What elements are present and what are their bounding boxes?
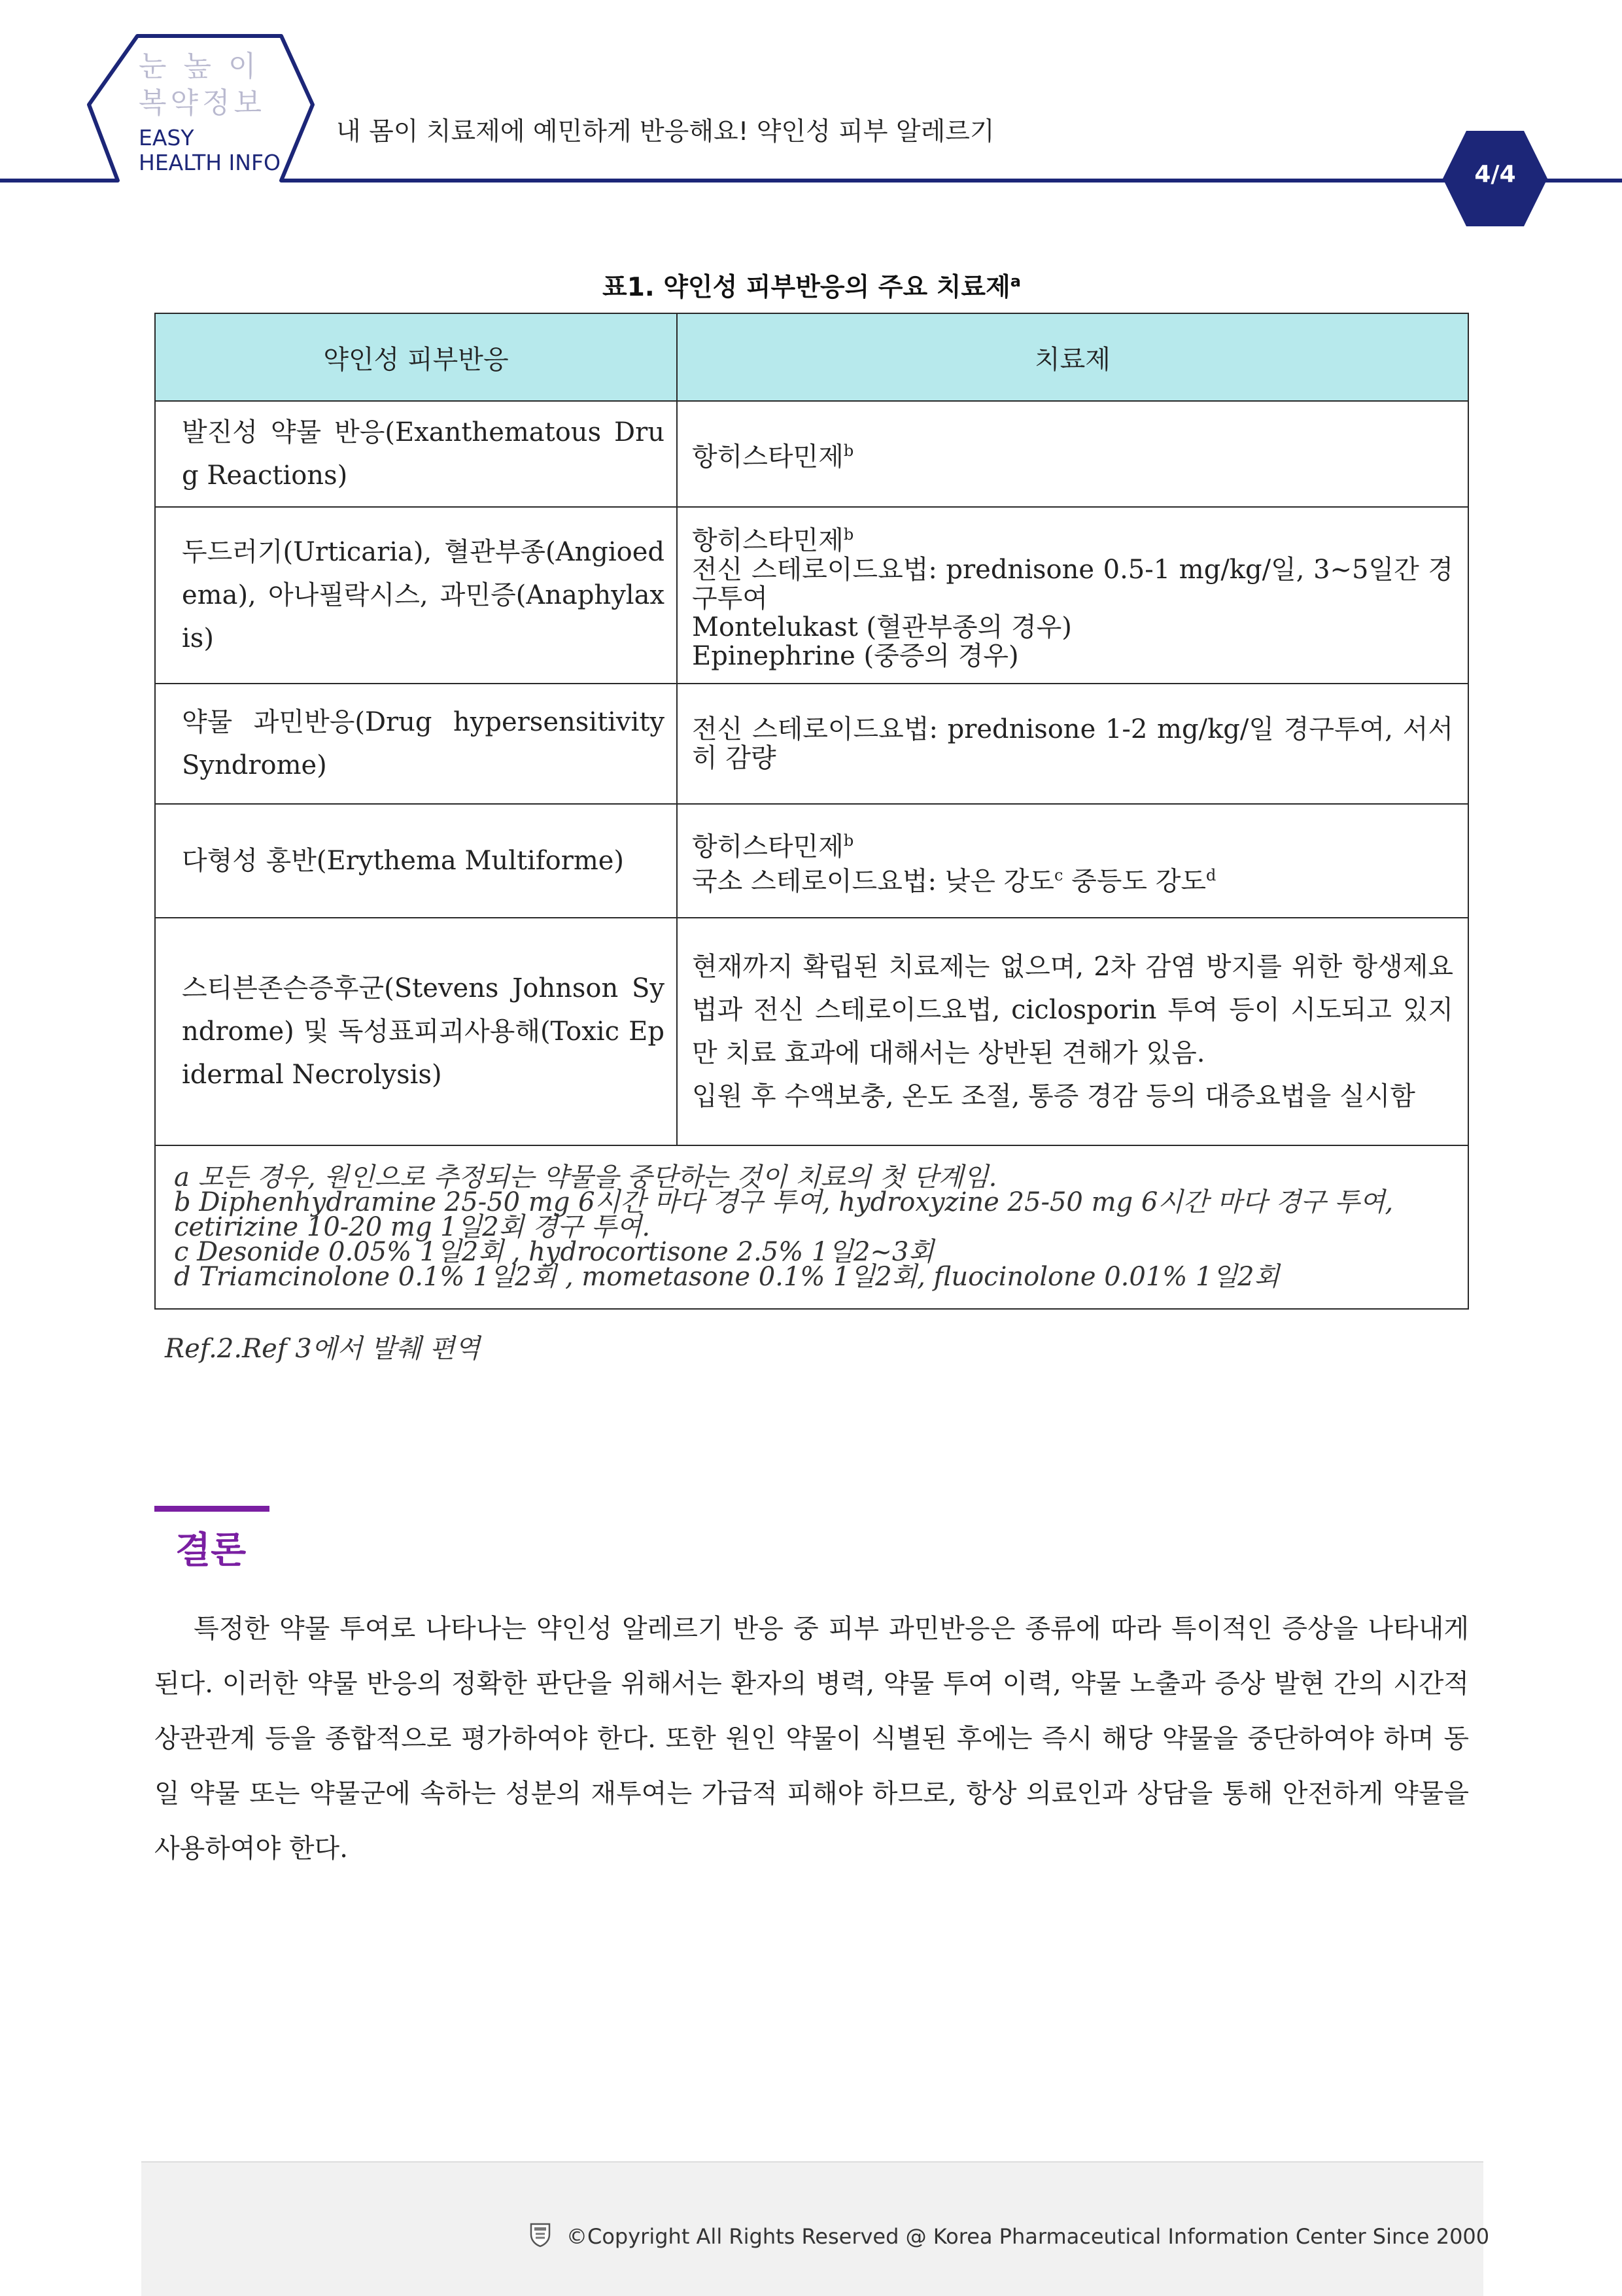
footnote-mark: b [843, 831, 854, 850]
table-row [155, 918, 1468, 1145]
footnote-mark: c [1054, 866, 1063, 884]
treatment-line: Epinephrine (중증의 경우) [692, 640, 1019, 671]
footnote-mark: b [843, 442, 854, 461]
conclusion-body: 특정한 약물 투여로 나타나는 약인성 알레르기 반응 중 피부 과민반응은 종류에 따라 특이적인 증상을 나타내게 된다. 이러한 약물 반응의 정확한 판단을 위해서는 환자의 병력, 약물 투여 이력, 약물 노출과 증상 발현 간의 시간적 상관관계 등을 종합적으로 평가하여야 한다. 또한 원인 약물이 식별된 후에는 즉시 해당 약물을 중단하여야 하며 동일 약물 또는 약물군에 속하는 성분의 재투여는 가급적 피해야 하므로, 항상 의료인과 상담을 통해 안전하게 약물을 사용하여야 한다. [154, 1614, 1469, 1864]
reference-note: Ref.2.Ref 3에서 발췌 편역 [165, 1334, 481, 1364]
treatment-text: 중등도 강도 [1063, 866, 1207, 897]
treatment-line: 전신 스테로이드요법: prednisone 0.5-1 mg/kg/일, 3~5일간 경구투여 [692, 554, 1453, 614]
footnote-mark: b [843, 525, 854, 544]
table-caption-sup: a [1010, 272, 1021, 290]
treatment-line: Montelukast (혈관부종의 경우) [692, 612, 1072, 642]
treatment-line [692, 520, 1453, 555]
table-cell-reaction: 약물 과민반응(Drug hypersensitivity Syndrome) [155, 684, 677, 804]
table-header-reaction: 약인성 피부반응 [155, 313, 677, 401]
footnote-mark: d [1206, 866, 1216, 884]
table-cell-treatment [677, 684, 1468, 804]
table-cell-treatment [677, 804, 1468, 918]
conclusion-title: 결론 [175, 1529, 247, 1572]
footnote-c: c Desonide 0.05% 1일2회 , hydrocortisone 2.5% 1일2~3회 [174, 1237, 935, 1267]
table-row [155, 684, 1468, 804]
table-header-treatment: 치료제 [677, 313, 1468, 401]
treatment-text: 항히스타민제 [692, 831, 844, 861]
table-header-row [155, 313, 1468, 401]
header-title: 내 몸이 치료제에 예민하게 반응해요! 약인성 피부 알레르기 [336, 117, 995, 147]
treatment-line: 현재까지 확립된 치료제는 없으며, 2차 감염 방지를 위한 항생제요법과 전신 스테로이드요법, ciclosporin 투여 등이 시도되고 있지만 치료 효과에 대해서는 상반된 견해가 있음. [692, 952, 1453, 1068]
treatment-text: 항히스타민제 [692, 525, 844, 556]
table-cell-treatment [677, 918, 1468, 1145]
table-caption-text: 표1. 약인성 피부반응의 주요 치료제 [602, 273, 1010, 302]
logo-line-1: 눈 높 이 [139, 50, 260, 83]
treatment-text: 항히스타민제 [692, 442, 844, 472]
footnote-d: d Triamcinolone 0.1% 1일2회 , mometasone 0.1% 1일2회, fluocinolone 0.01% 1일2회 [174, 1262, 1280, 1292]
table-cell-reaction: 다형성 홍반(Erythema Multiforme) [155, 804, 677, 918]
treatment-line [692, 436, 1453, 471]
treatment-line [692, 826, 1453, 861]
footer [141, 2161, 1490, 2296]
footnote-a: a 모든 경우, 원인으로 추정되는 약물을 중단하는 것이 치료의 첫 단계임. [174, 1162, 997, 1192]
table-row [155, 401, 1468, 507]
page-number: 4/4 [1474, 161, 1516, 188]
logo-line-4: HEALTH INFO [139, 150, 281, 175]
treatment-text: 국소 스테로이드요법: 낮은 강도 [692, 866, 1054, 897]
table-notes-row [155, 1145, 1468, 1309]
table-cell-reaction: 두드러기(Urticaria), 혈관부종(Angioedema), 아나필락시스, 과민증(Anaphylaxis) [155, 507, 677, 684]
table-footnotes [155, 1145, 1468, 1309]
table-row [155, 507, 1468, 684]
treatment-line [692, 861, 1453, 896]
table-row [155, 804, 1468, 918]
table-cell-reaction: 스티븐존슨증후군(Stevens Johnson Syndrome) 및 독성표피괴사용해(Toxic Epidermal Necrolysis) [155, 918, 677, 1145]
footnote-b: b Diphenhydramine 25-50 mg 6시간 마다 경구 투여, hydroxyzine 25-50 mg 6시간 마다 경구 투여, cetirizine 10-20 mg 1일2회 경구 투여. [174, 1187, 1394, 1242]
logo-line-3: EASY [139, 125, 194, 150]
table-cell-reaction: 발진성 약물 반응(Exanthematous Drug Reactions) [155, 401, 677, 507]
table-cell-treatment [677, 401, 1468, 507]
footer-copyright: ©Copyright All Rights Reserved @ Korea Pharmaceutical Information Center Since 2000 [566, 2224, 1490, 2249]
table-caption [154, 267, 1469, 304]
treatment-table [154, 313, 1469, 1310]
logo-line-2: 복약정보 [139, 86, 266, 120]
crest-icon [527, 2221, 553, 2248]
treatment-line: 입원 후 수액보충, 온도 조절, 통증 경감 등의 대증요법을 실시함 [692, 1081, 1415, 1111]
section-accent-bar [154, 1506, 269, 1512]
table-cell-treatment [677, 507, 1468, 684]
treatment-line: 전신 스테로이드요법: prednisone 1-2 mg/kg/일 경구투여, 서서히 감량 [692, 714, 1453, 773]
